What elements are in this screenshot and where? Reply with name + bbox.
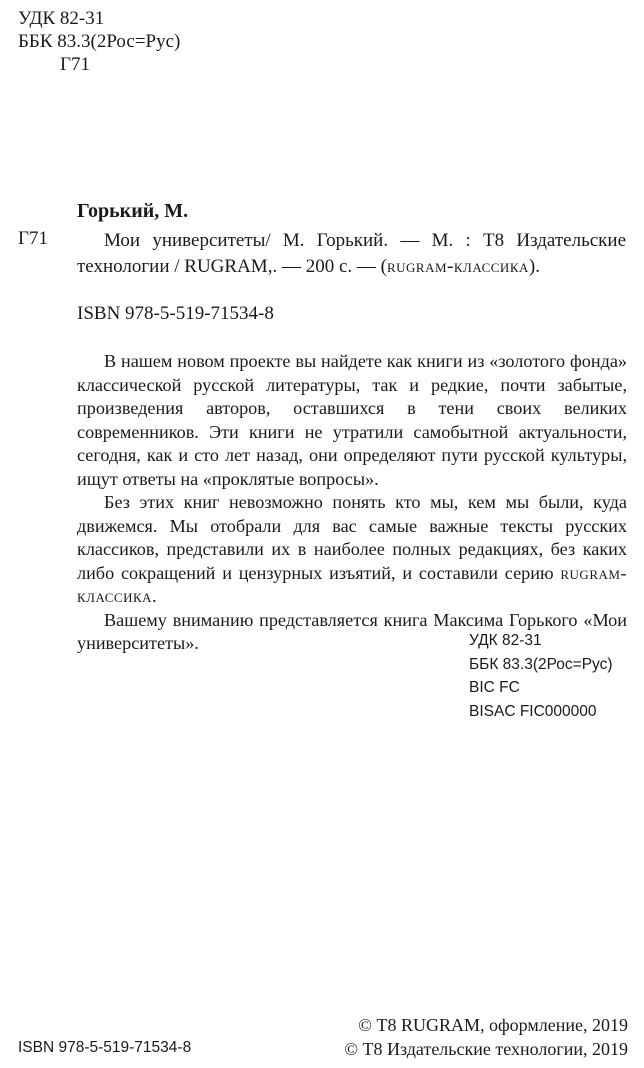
bbk-code-top: ББК 83.3(2Рос=Рус) <box>18 31 181 52</box>
copyright-publisher: © Т8 Издательские технологии, 2019 <box>344 1039 628 1059</box>
author-mark-record: Г71 <box>18 228 48 249</box>
isbn-record: ISBN 978-5-519-71534-8 <box>77 303 274 324</box>
udk-code: УДК 82-31 <box>469 632 542 649</box>
bibliographic-line-2-suffix: ). <box>528 256 540 277</box>
abstract-paragraph-1: В нашем новом проекте вы найдете как книги из «золотого фонда» классической русской литературы, так и редкие, почти забытые, произведения авторов, оставшихся в тени своих великих современников. Эти книги не утратили самобытной актуальности, сегодня, как и сто лет назад, они определяют пути русской культуры, ищут ответы на «проклятые вопросы». <box>77 351 627 489</box>
bibliographic-line-2-prefix: технологии / RUGRAM,. — 200 с. — ( <box>77 256 387 277</box>
isbn-footer: ISBN 978-5-519-71534-8 <box>18 1039 192 1056</box>
bibliographic-line-1: Мои университеты/ М. Горький. — М. : Т8 Издательские <box>104 230 626 251</box>
abstract-paragraph-2 <box>77 491 627 609</box>
abstract-paragraph-2-text: Без этих книг невозможно понять кто мы, кем мы были, куда движемся. Мы отобрали для вас самые важные тексты русских классиков, представили их в наиболее полных редакциях, без каких либо сокращений и цензурных изъятий, и составили серию <box>77 492 627 583</box>
bisac-code: BISAC FIC000000 <box>469 702 597 720</box>
bbk-code: ББК 83.3(2Рос=Рус) <box>469 655 613 673</box>
abstract-paragraph-2-end: . <box>152 586 157 606</box>
copyright-design: © Т8 RUGRAM, оформление, 2019 <box>358 1015 628 1035</box>
bic-code: BIC FC <box>469 679 520 696</box>
author-heading: Горький, М. <box>77 200 189 222</box>
udk-code-top: УДК 82-31 <box>18 8 105 29</box>
series-name: rugram-классика <box>386 256 529 277</box>
abstract-paragraph-3: Вашему вниманию представляется книга Максима Горького «Мои университеты». <box>77 609 627 653</box>
author-mark-top: Г71 <box>60 54 90 75</box>
bibliographic-description <box>77 228 626 280</box>
abstract <box>77 350 627 656</box>
abstract-series-name: rugram-классика <box>77 562 627 606</box>
classification-codes <box>469 629 613 723</box>
bibliographic-line-2 <box>77 254 626 280</box>
copyright-block <box>344 1013 628 1061</box>
